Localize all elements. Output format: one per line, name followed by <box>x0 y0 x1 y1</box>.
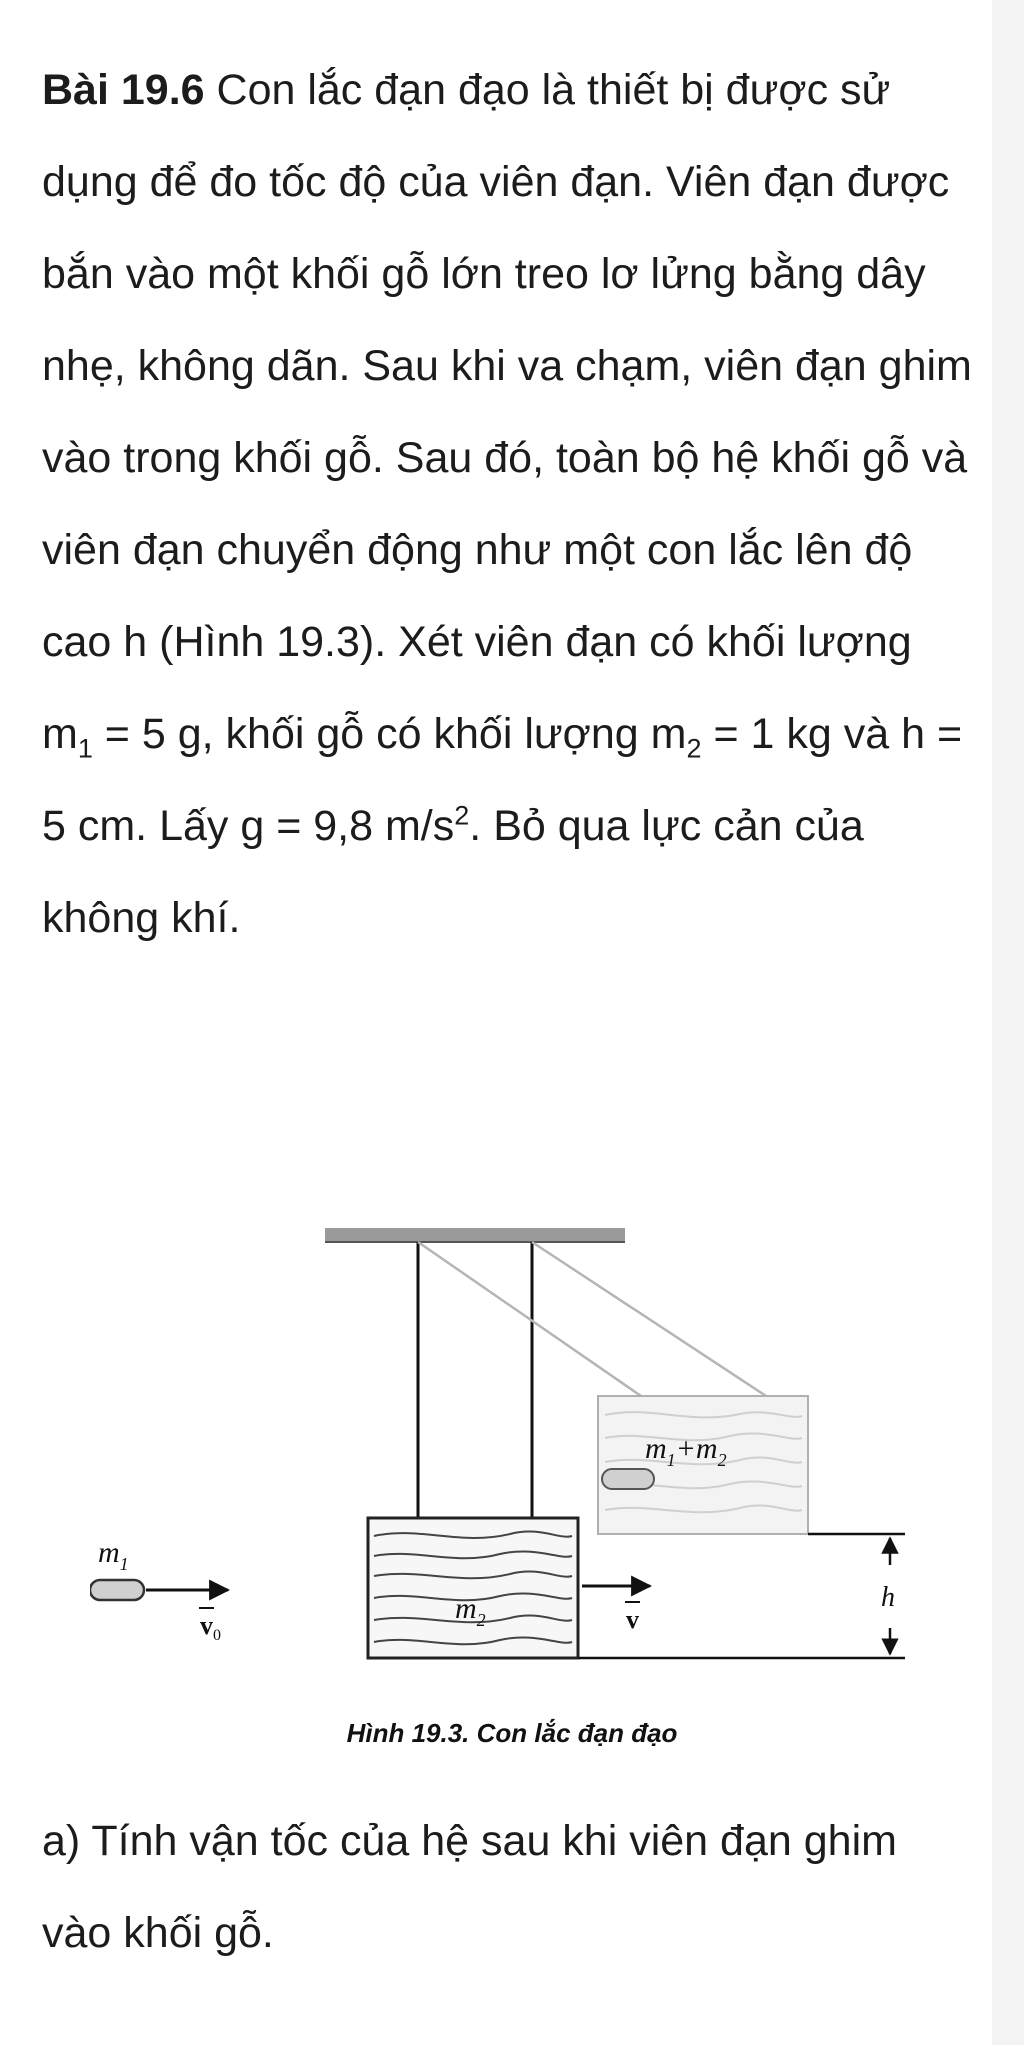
m1-subscript: 1 <box>77 733 93 764</box>
ceiling-bar <box>325 1228 625 1242</box>
m2-value: = 1 kg và h = 5 cm. Lấy g = 9,8 m/s <box>42 710 963 850</box>
problem-text <box>42 44 972 964</box>
label-m1-plus-m2: $m_1+m_2$ <box>645 1432 727 1470</box>
string-raised-left <box>418 1242 641 1396</box>
label-m2: $m_2$ <box>455 1592 486 1630</box>
m1-value: = 5 g, khối gỗ có khối lượng <box>92 710 651 758</box>
string-raised-right <box>532 1242 766 1396</box>
label-h: h <box>881 1582 895 1613</box>
label-v: v <box>626 1605 639 1634</box>
m2-symbol: m <box>650 710 687 758</box>
m2-subscript: 2 <box>686 733 702 764</box>
label-v0: $v_0$ <box>200 1611 221 1644</box>
label-m1: $m_1$ <box>98 1536 129 1574</box>
g-superscript: 2 <box>454 800 470 831</box>
ballistic-pendulum-figure <box>90 1210 950 1680</box>
figure-caption: Hình 19.3. Con lắc đạn đạo <box>346 1718 678 1748</box>
wood-block <box>368 1518 578 1658</box>
m1-symbol: m <box>42 710 78 758</box>
problem-number: Bài 19.6 <box>42 66 205 114</box>
question-a: a) Tính vận tốc của hệ sau khi viên đạn ghim vào khối gỗ. <box>42 1817 897 1957</box>
problem-intro: Con lắc đạn đạo là thiết bị được sử dụng để đo tốc độ của viên đạn. Viên đạn được bắn vào một khối gỗ lớn treo lơ lửng bằng dây nhẹ, không dãn. Sau khi va chạm, viên đạn ghim vào trong khối gỗ. Sau đó, toàn bộ hệ khối gỗ và viên đạn chuyển động như một con lắc lên độ cao h (Hình 19.3). Xét viên đạn có khối lượng <box>42 66 972 666</box>
problem-end: . Bỏ qua lực cản của không khí. <box>42 802 864 942</box>
raised-block <box>598 1396 808 1534</box>
bullet <box>90 1580 144 1600</box>
embedded-bullet <box>602 1469 654 1489</box>
